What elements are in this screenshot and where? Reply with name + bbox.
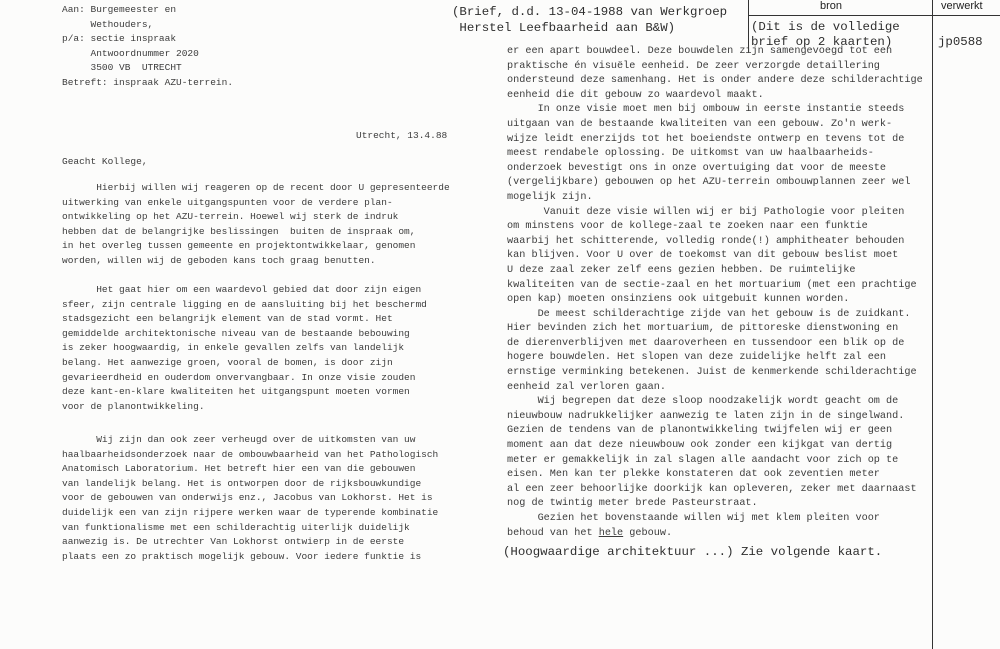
text-line: U deze zaal zeker zelf eens gezien hebben. De ruimtelijke [507,264,856,276]
text-line: belang. Het aanwezige groen, vooral de bomen, is door zijn [62,356,393,368]
paragraph [62,433,438,564]
document-header-note [452,4,727,36]
text-line: hebben dat de belangrijke beslissingen buiten de inspraak om, [62,225,416,237]
header-note-line: (Brief, d.d. 13-04-1988 van Werkgroep [452,5,728,19]
table-note-line: brief op 2 kaarten) [751,35,893,49]
paragraph [62,283,427,414]
text-line [507,527,923,542]
address-line: Betreft: inspraak AZU-terrein. [62,76,234,88]
text-line: meter er gemakkelijk in zal slagen alle aandacht voor zich op te [507,454,899,466]
text-line: sfeer, zijn centrale ligging en de aansluiting bij het beschermd [62,298,427,310]
text-segment: behoud van het [507,527,599,539]
text-line: gemiddelde architektonische niveau van de bestaande bebouwing [62,327,410,339]
address-line: 3500 VB UTRECHT [62,62,182,74]
text-line: mogelijk zijn. [507,191,593,203]
text-line: uitwerking van enkele uitgangspunten voor de verdere plan- [62,196,393,208]
text-line: meest rendabele oplossing. De uitkomst van uw haalbaarheids- [507,148,874,160]
text-line: praktische én visuële eenheid. De zeer verzorgde detaillering [507,60,880,72]
underlined-word: hele [598,527,624,539]
text-line: Het gaat hier om een waardevol gebied dat door zijn eigen [62,284,422,295]
text-line: In onze visie moet men bij ombouw in eerste instantie steeds [507,104,905,116]
address-line: Antwoordnummer 2020 [62,47,199,59]
text-line: Wij zijn dan ook zeer verheugd over de uitkomsten van uw [62,434,416,445]
text-line: Hier bevinden zich het mortuarium, de pittoreske dienstwoning en [507,323,899,335]
text-line: waarbij het schitterende, volledig ronde(!) amphitheater behouden [507,235,905,247]
text-line: duidelijk een van zijn rijpere werken waar de typerende kombinatie [62,506,439,518]
header-note-line: Herstel Leefbaarheid aan B&W) [452,21,676,35]
letter-date: Utrecht, 13.4.88 [356,130,448,141]
text-line: kwaliteiten van de sectie-zaal en het mortuarium (met een prachtige [507,279,917,291]
salutation: Geacht Kollege, [62,156,148,167]
text-line: al een zeer behoorlijke doorkijk kan opleveren, zeker met daarnaast [507,483,917,495]
archive-code: jp0588 [938,35,983,49]
right-column-text [507,45,923,541]
text-line: ontwikkeling op het AZU-terrein. Hoewel wij sterk de indruk [62,211,399,223]
text-line: plaats een zo praktisch mogelijk gebouw. Voor iedere funktie is [62,550,422,562]
address-line: Aan: Burgemeester en [62,4,177,15]
text-segment: gebouw. [623,527,673,539]
address-line: p/a: sectie inspraak [62,33,177,45]
text-line: Anatomisch Laboratorium. Het betreft hier een van die gebouwen [62,463,416,475]
text-line: om minstens voor de kollege-zaal te zoeken naar een funktie [507,221,868,233]
text-line: van landelijk belang. Het is ontworpen door de rijksbouwkundige [62,477,422,489]
text-line: wijze leidt enerzijds tot het boeiendste ontwerp en tevens tot de [507,133,905,145]
text-line: Vanuit deze visie willen wij er bij Pathologie voor pleiten [507,206,905,218]
text-line: is zeker hoogwaardig, in enkele gevallen zelfs van landelijk [62,342,405,354]
text-line: Gezien het bovenstaande willen wij met klem pleiten voor [507,513,880,524]
text-line: nieuwbouw nadrukkelijker aanwezig te laten zijn in de singelwand. [507,410,905,422]
table-note-line: (Dit is de volledige [751,20,900,34]
text-line: er een apart bouwdeel. Deze bouwdelen zijn samengevoegd tot een [507,46,893,57]
text-line: eenheid zal verloren gaan. [507,381,666,393]
text-line: worden, willen wij de geboden kans toch graag benutten. [62,254,376,266]
text-line: deze kant-en-klare kwaliteiten het uitgangspunt moeten vormen [62,386,410,398]
table-border [932,0,933,649]
text-line: Gezien de tendens van de planontwikkeling twijfelen wij er geen [507,425,893,437]
text-line: eisen. Men kan ter plekke konstateren dat ook zeventien meter [507,469,880,481]
text-line: nog de twintig meter brede Pasteurstraat. [507,498,758,510]
text-line: onderzoek bevestigt ons in onze overtuiging dat voor de meeste [507,162,887,174]
paragraph [62,181,450,269]
text-line: de dierenverblijven met daaroverheen en tussendoor een blik op de [507,337,905,349]
table-border [748,15,1000,16]
text-line: Hierbij willen wij reageren op de recent door U gepresenteerde [62,182,450,193]
text-line: gevarieerdheid en ouderdom onvervangbaar. In onze visie zouden [62,371,416,383]
address-line: Wethouders, [62,18,154,30]
text-line: voor de planontwikkeling. [62,400,205,412]
text-line: moment aan dat deze nieuwbouw ook zonder een kijkgat van dertig [507,440,893,452]
text-line: ernstige verminking betekenen. Juist de kenmerkende schilderachtige [507,367,917,379]
text-line: haalbaarheidsonderzoek naar de ombouwbaarheid van het Pathologisch [62,448,439,460]
table-header-verwerkt: verwerkt [941,0,983,12]
text-line: Wij begrepen dat deze sloop noodzakelijk wordt geacht om de [507,396,899,408]
table-header-bron: bron [820,0,843,12]
text-line: hogere bouwdelen. Het slopen van deze zuidelijke helft zal een [507,352,887,364]
text-line: open kap) moeten onsinziens ook uitgebuit kunnen worden. [507,294,850,306]
text-line: ondersteund deze samenhang. Het is onder andere deze schilderachtige [507,75,923,87]
text-line: kan blijven. Voor U over de toekomst van dit gebouw beslist moet [507,250,899,262]
text-line: aanwezig is. De utrechter Van Lokhorst ontwierp in de eerste [62,536,405,548]
text-line: stadsgezicht een belangrijk element van de stad vormt. Het [62,313,393,325]
closing-note: (Hoogwaardige architektuur ...) Zie volgende kaart. [503,545,883,559]
recipient-address [62,3,233,91]
text-line: in het overleg tussen gemeente en projektontwikkelaar, genomen [62,240,416,252]
text-line: van funktionalisme met een schilderachtig uiterlijk duidelijk [62,521,410,533]
text-line: uitgaan van de bestaande kwaliteiten van een gebouw. Zo'n werk- [507,118,893,130]
text-line: (vergelijkbare) gebouwen op het AZU-terrein ombouwplannen zeer wel [507,177,911,189]
text-line: De meest schilderachtige zijde van het gebouw is de zuidkant. [507,308,911,320]
text-line: eenheid die dit gebouw zo waardevol maakt. [507,89,764,101]
text-line: voor de gebouwen van onderwijs enz., Jacobus van Lokhorst. Het is [62,492,433,504]
